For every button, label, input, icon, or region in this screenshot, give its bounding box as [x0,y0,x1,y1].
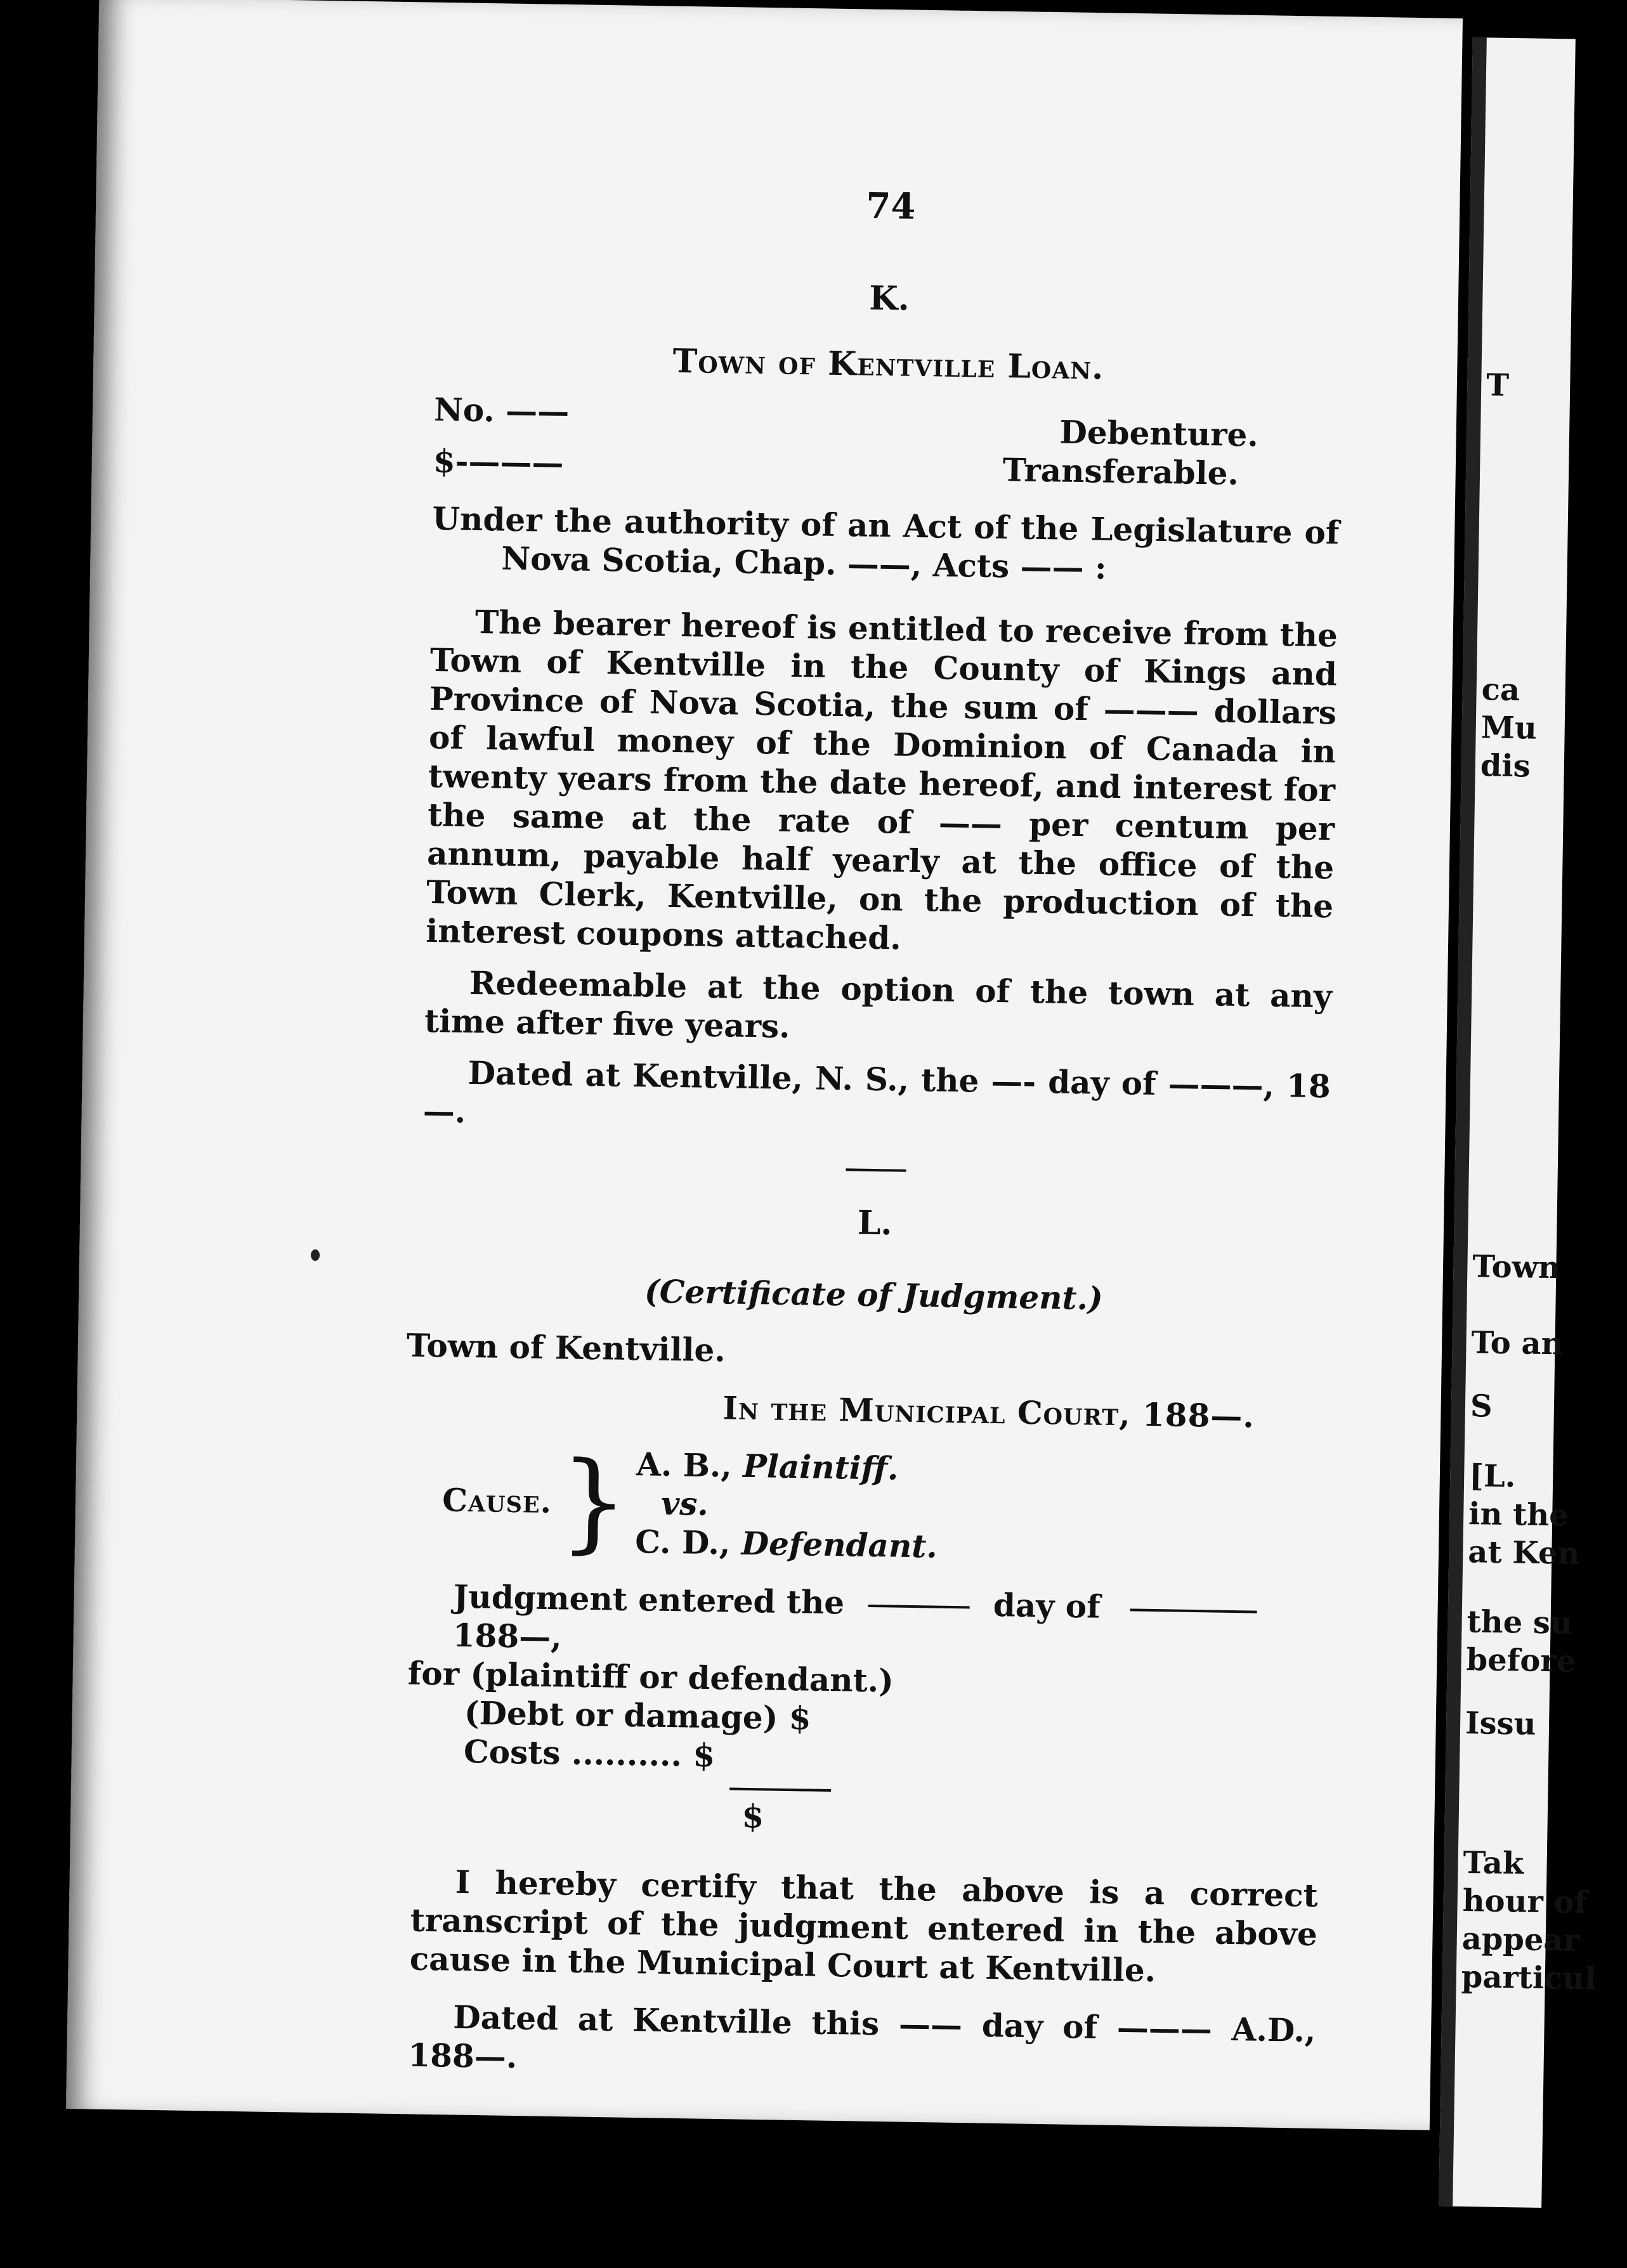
page-number: 74 [865,185,916,228]
ink-speck [311,1249,320,1261]
facing-text: the su [1467,1604,1573,1641]
blank-month [1130,1608,1257,1613]
facing-text: [L. [1468,1458,1516,1495]
judgment-entered-text: Judgment entered the [453,1577,845,1621]
section-l-subtitle: (Certificate of Judgment.) [644,1272,1104,1317]
facing-text: Tak [1463,1845,1524,1882]
section-k-title: Town of Kentville Loan. [672,341,1104,388]
facing-text: ca [1481,672,1520,708]
costs-line: Costs .......... $ [463,1732,715,1774]
judgment-day-of: day of [993,1586,1101,1626]
facing-text: To an [1471,1325,1564,1362]
facing-text: before [1466,1642,1576,1679]
cause-block [441,1438,1325,1572]
section-k-letter: K. [868,279,910,319]
debenture-body: The bearer hereof is entitled to receive from the Town of Kentville in the County of Kings and Province of Nova Scotia, the sum of ——— dollars of lawful money of the Dominion of Canada in twenty years from the date hereof, and interest for the same at the rate of —— per centum per annum, payable half yearly at the office of the Town Clerk, Kentville, on the production of the interest coupons attached. [425,603,1338,957]
number-field: No. —— [433,391,570,431]
plaintiff-role: Plaintiff. [742,1447,899,1487]
plaintiff-name: A. B., [636,1445,733,1485]
brace-symbol: } [558,1438,629,1566]
facing-text: Mu [1480,710,1538,746]
facing-text: S [1470,1388,1493,1424]
versus-label: vs. [660,1484,709,1523]
facing-text: particul [1461,1959,1597,1997]
parties [635,1445,939,1565]
amount-field: $-——— [433,442,564,482]
court-heading: In the Municipal Court, 188—. [722,1388,1255,1435]
page-content [408,178,1345,2089]
defendant-role: Defendant. [741,1524,938,1565]
sum-rule [729,1787,831,1792]
facing-page-fragment [1439,37,1597,2208]
facing-text: Town [1472,1249,1561,1286]
certification-text: I hereby certify that the above is a correct transcript of the judgment entered in the above cause in the Municipal Court at Kentville. [409,1863,1319,1989]
certificate-dated-line: Dated at Kentville this —— day of ——— A.D., 188—. [408,1998,1316,2075]
facing-text: in the [1468,1496,1569,1534]
facing-text: appear [1461,1921,1580,1958]
transferable-label: Transferable. [1002,451,1239,493]
judgment-entered-line [452,1577,1323,1668]
section-divider [846,1168,906,1171]
debt-line: (Debt or damage) $ [464,1693,812,1737]
facing-text: dis [1480,748,1531,785]
debenture-label: Debenture. [1059,413,1259,454]
defendant-name: C. D., [634,1522,731,1562]
section-l-letter: L. [857,1203,892,1243]
defendant-line [635,1522,938,1565]
redeemable-clause: Redeemable at the option of the town at any time after five years. [424,964,1333,1046]
judgment-year: 188—, [452,1616,563,1655]
facing-text: at Ken [1467,1534,1580,1572]
judgment-for-line: for (plaintiff or defendant.) [407,1654,894,1700]
blank-day [868,1605,969,1609]
facing-text: hour of [1462,1883,1588,1921]
facing-text: Issu [1465,1705,1536,1742]
authority-clause: Under the authority of an Act of the Legislature of Nova Scotia, Chap. ——, Acts —— : [432,500,1340,587]
debenture-dated-line: Dated at Kentville, N. S., the —- day of ———, 18—. [422,1054,1331,1131]
cause-label: Cause. [441,1480,552,1520]
plaintiff-line [636,1445,939,1488]
total-line: $ [742,1797,764,1835]
town-name: Town of Kentville. [406,1326,726,1369]
facing-text: T [1486,367,1510,403]
